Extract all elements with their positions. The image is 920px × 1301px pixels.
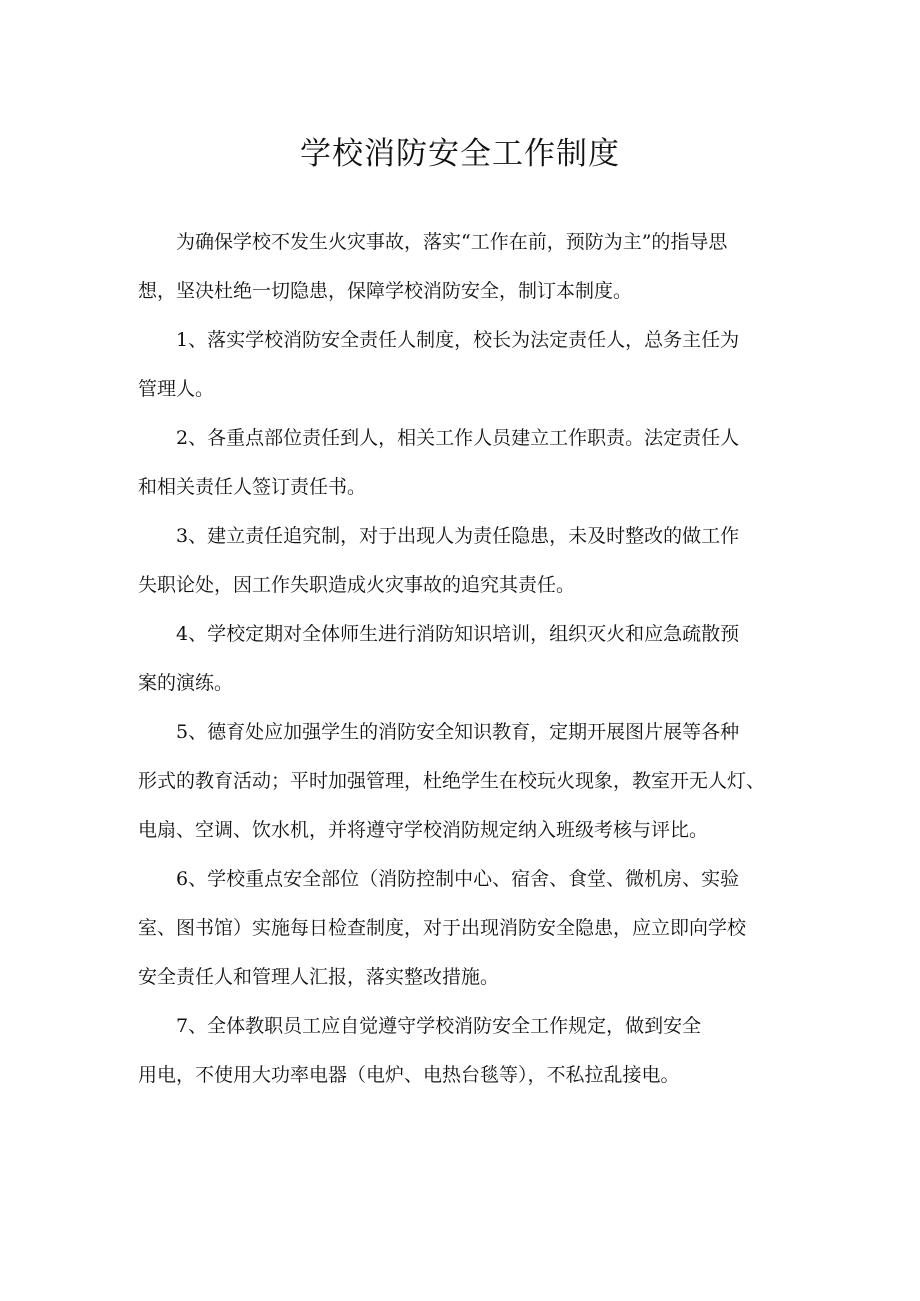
paragraph-item-3	[138, 512, 798, 610]
paragraph-line: 失职论处，因工作失职造成火灾事故的追究其责任。	[138, 574, 576, 596]
paragraph-item-7	[138, 1002, 798, 1100]
paragraph-line: 7、全体教职员工应自觉遵守学校消防安全工作规定，做到安全	[176, 1015, 702, 1037]
paragraph-item-2	[138, 414, 798, 512]
paragraph-line: 想，坚决杜绝一切隐患，保障学校消防安全，制订本制度。	[138, 280, 633, 302]
paragraph-line: 1、落实学校消防安全责任人制度，校长为法定责任人，总务主任为	[176, 329, 740, 351]
document-title: 学校消防安全工作制度	[300, 136, 620, 172]
paragraph-line: 用电，不使用大功率电器（电炉、电热台毯等），不私拉乱接电。	[138, 1064, 680, 1086]
paragraph-item-1	[138, 316, 798, 414]
paragraph-intro	[138, 218, 798, 316]
paragraph-item-5	[138, 708, 798, 855]
paragraph-line: 5、德育处应加强学生的消防安全知识教育，定期开展图片展等各种	[176, 721, 740, 743]
paragraph-line: 安全责任人和管理人汇报，落实整改措施。	[138, 966, 500, 988]
paragraph-line: 4、学校定期对全体师生进行消防知识培训，组织灭火和应急疏散预	[176, 623, 740, 645]
paragraph-item-6	[138, 855, 798, 1002]
paragraph-line: 3、建立责任追究制，对于出现人为责任隐患，未及时整改的做工作	[176, 525, 740, 547]
paragraph-line: 6、学校重点安全部位（消防控制中心、宿舍、食堂、微机房、实验	[176, 868, 740, 890]
paragraph-line: 室、图书馆）实施每日检查制度，对于出现消防安全隐患，应立即向学校	[138, 917, 747, 939]
paragraph-line: 案的演练。	[138, 672, 234, 694]
paragraph-line: 电扇、空调、饮水机，并将遵守学校消防规定纳入班级考核与评比。	[138, 819, 709, 841]
paragraph-line: 和相关责任人签订责任书。	[138, 476, 367, 498]
paragraph-line: 2、各重点部位责任到人，相关工作人员建立工作职责。法定责任人	[176, 427, 740, 449]
paragraph-line: 为确保学校不发生火灾事故，落实“工作在前，预防为主”的指导思	[176, 231, 728, 253]
paragraph-line: 管理人。	[138, 378, 215, 400]
document-body	[138, 218, 798, 1100]
paragraph-line: 形式的教育活动；平时加强管理，杜绝学生在校玩火现象，教室开无人灯、	[138, 770, 766, 792]
paragraph-item-4	[138, 610, 798, 708]
